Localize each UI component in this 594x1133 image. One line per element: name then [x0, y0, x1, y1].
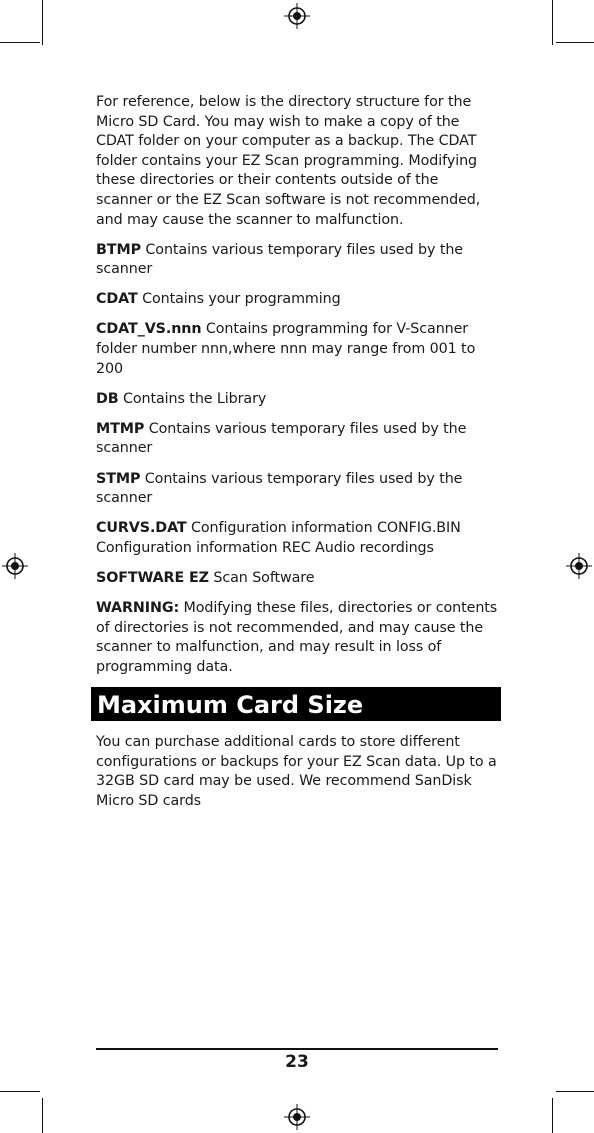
- entry-term: DB: [96, 390, 119, 407]
- registration-mark-icon: [2, 553, 28, 579]
- crop-mark: [556, 1091, 594, 1092]
- entry-description: Contains programming for V-Scanner folder number nnn,where nnn may range from 001 to 200: [96, 321, 476, 377]
- intro-paragraph: For reference, below is the directory structure for the Micro SD Card. You may wish to make a copy of the CDAT folder on your computer as a backup. The CDAT folder contains your EZ Scan programming. Modifying these directories or their contents outside of the scanner or the EZ Scan software is not recommended, and may cause the scanner to malfunction.: [96, 94, 481, 228]
- registration-mark-icon: [284, 3, 310, 29]
- entry-term: CDAT: [96, 291, 138, 308]
- crop-mark: [42, 1098, 43, 1133]
- entry-stmp: [96, 470, 498, 509]
- warning-label: WARNING:: [96, 599, 180, 616]
- entry-db: [96, 390, 498, 410]
- crop-mark: [552, 1098, 553, 1133]
- entry-term: SOFTWARE EZ: [96, 569, 209, 586]
- entry-software: [96, 569, 498, 589]
- warning-paragraph: [96, 599, 498, 677]
- entry-description: Contains the Library: [118, 390, 267, 407]
- crop-mark: [42, 0, 43, 45]
- crop-mark: [0, 1091, 40, 1092]
- registration-mark-icon: [284, 1104, 310, 1130]
- entry-description: Contains various temporary files used by the scanner: [96, 470, 463, 507]
- section-body: You can purchase additional cards to store different configurations or backups for your EZ Scan data. Up to a 32GB SD card may be used. We recommend SanDisk Micro SD cards: [96, 734, 497, 809]
- crop-mark: [0, 42, 40, 43]
- entry-term: BTMP: [96, 241, 141, 258]
- entry-cdat-vs: [96, 320, 498, 379]
- entry-description: Contains various temporary files used by the scanner: [96, 241, 463, 278]
- entry-term: CDAT_VS.nnn: [96, 321, 202, 338]
- registration-mark-icon: [566, 553, 592, 579]
- warning-text: Modifying these files, directories or contents of directories is not recommended, and may cause the scanner to malfunction, and may result in loss of programming data.: [96, 599, 498, 675]
- entry-curvs: [96, 519, 498, 558]
- crop-mark: [556, 42, 594, 43]
- crop-mark: [552, 0, 553, 45]
- section-heading: Maximum Card Size: [91, 687, 501, 721]
- entry-mtmp: [96, 420, 498, 459]
- entry-description: Configuration information CONFIG.BIN Configuration information REC Audio recordings: [96, 520, 461, 556]
- entry-description: Contains your programming: [137, 291, 341, 308]
- entry-description: Contains various temporary files used by the scanner: [96, 420, 467, 457]
- entry-btmp: [96, 241, 498, 280]
- page-number: 23: [285, 1052, 309, 1072]
- footer-divider: [96, 1048, 498, 1050]
- entry-term: CURVS.DAT: [96, 520, 187, 537]
- entry-term: STMP: [96, 470, 141, 487]
- entry-term: MTMP: [96, 420, 145, 437]
- directory-description: [96, 93, 498, 688]
- entry-description: Scan Software: [208, 569, 315, 586]
- entry-cdat: [96, 290, 498, 310]
